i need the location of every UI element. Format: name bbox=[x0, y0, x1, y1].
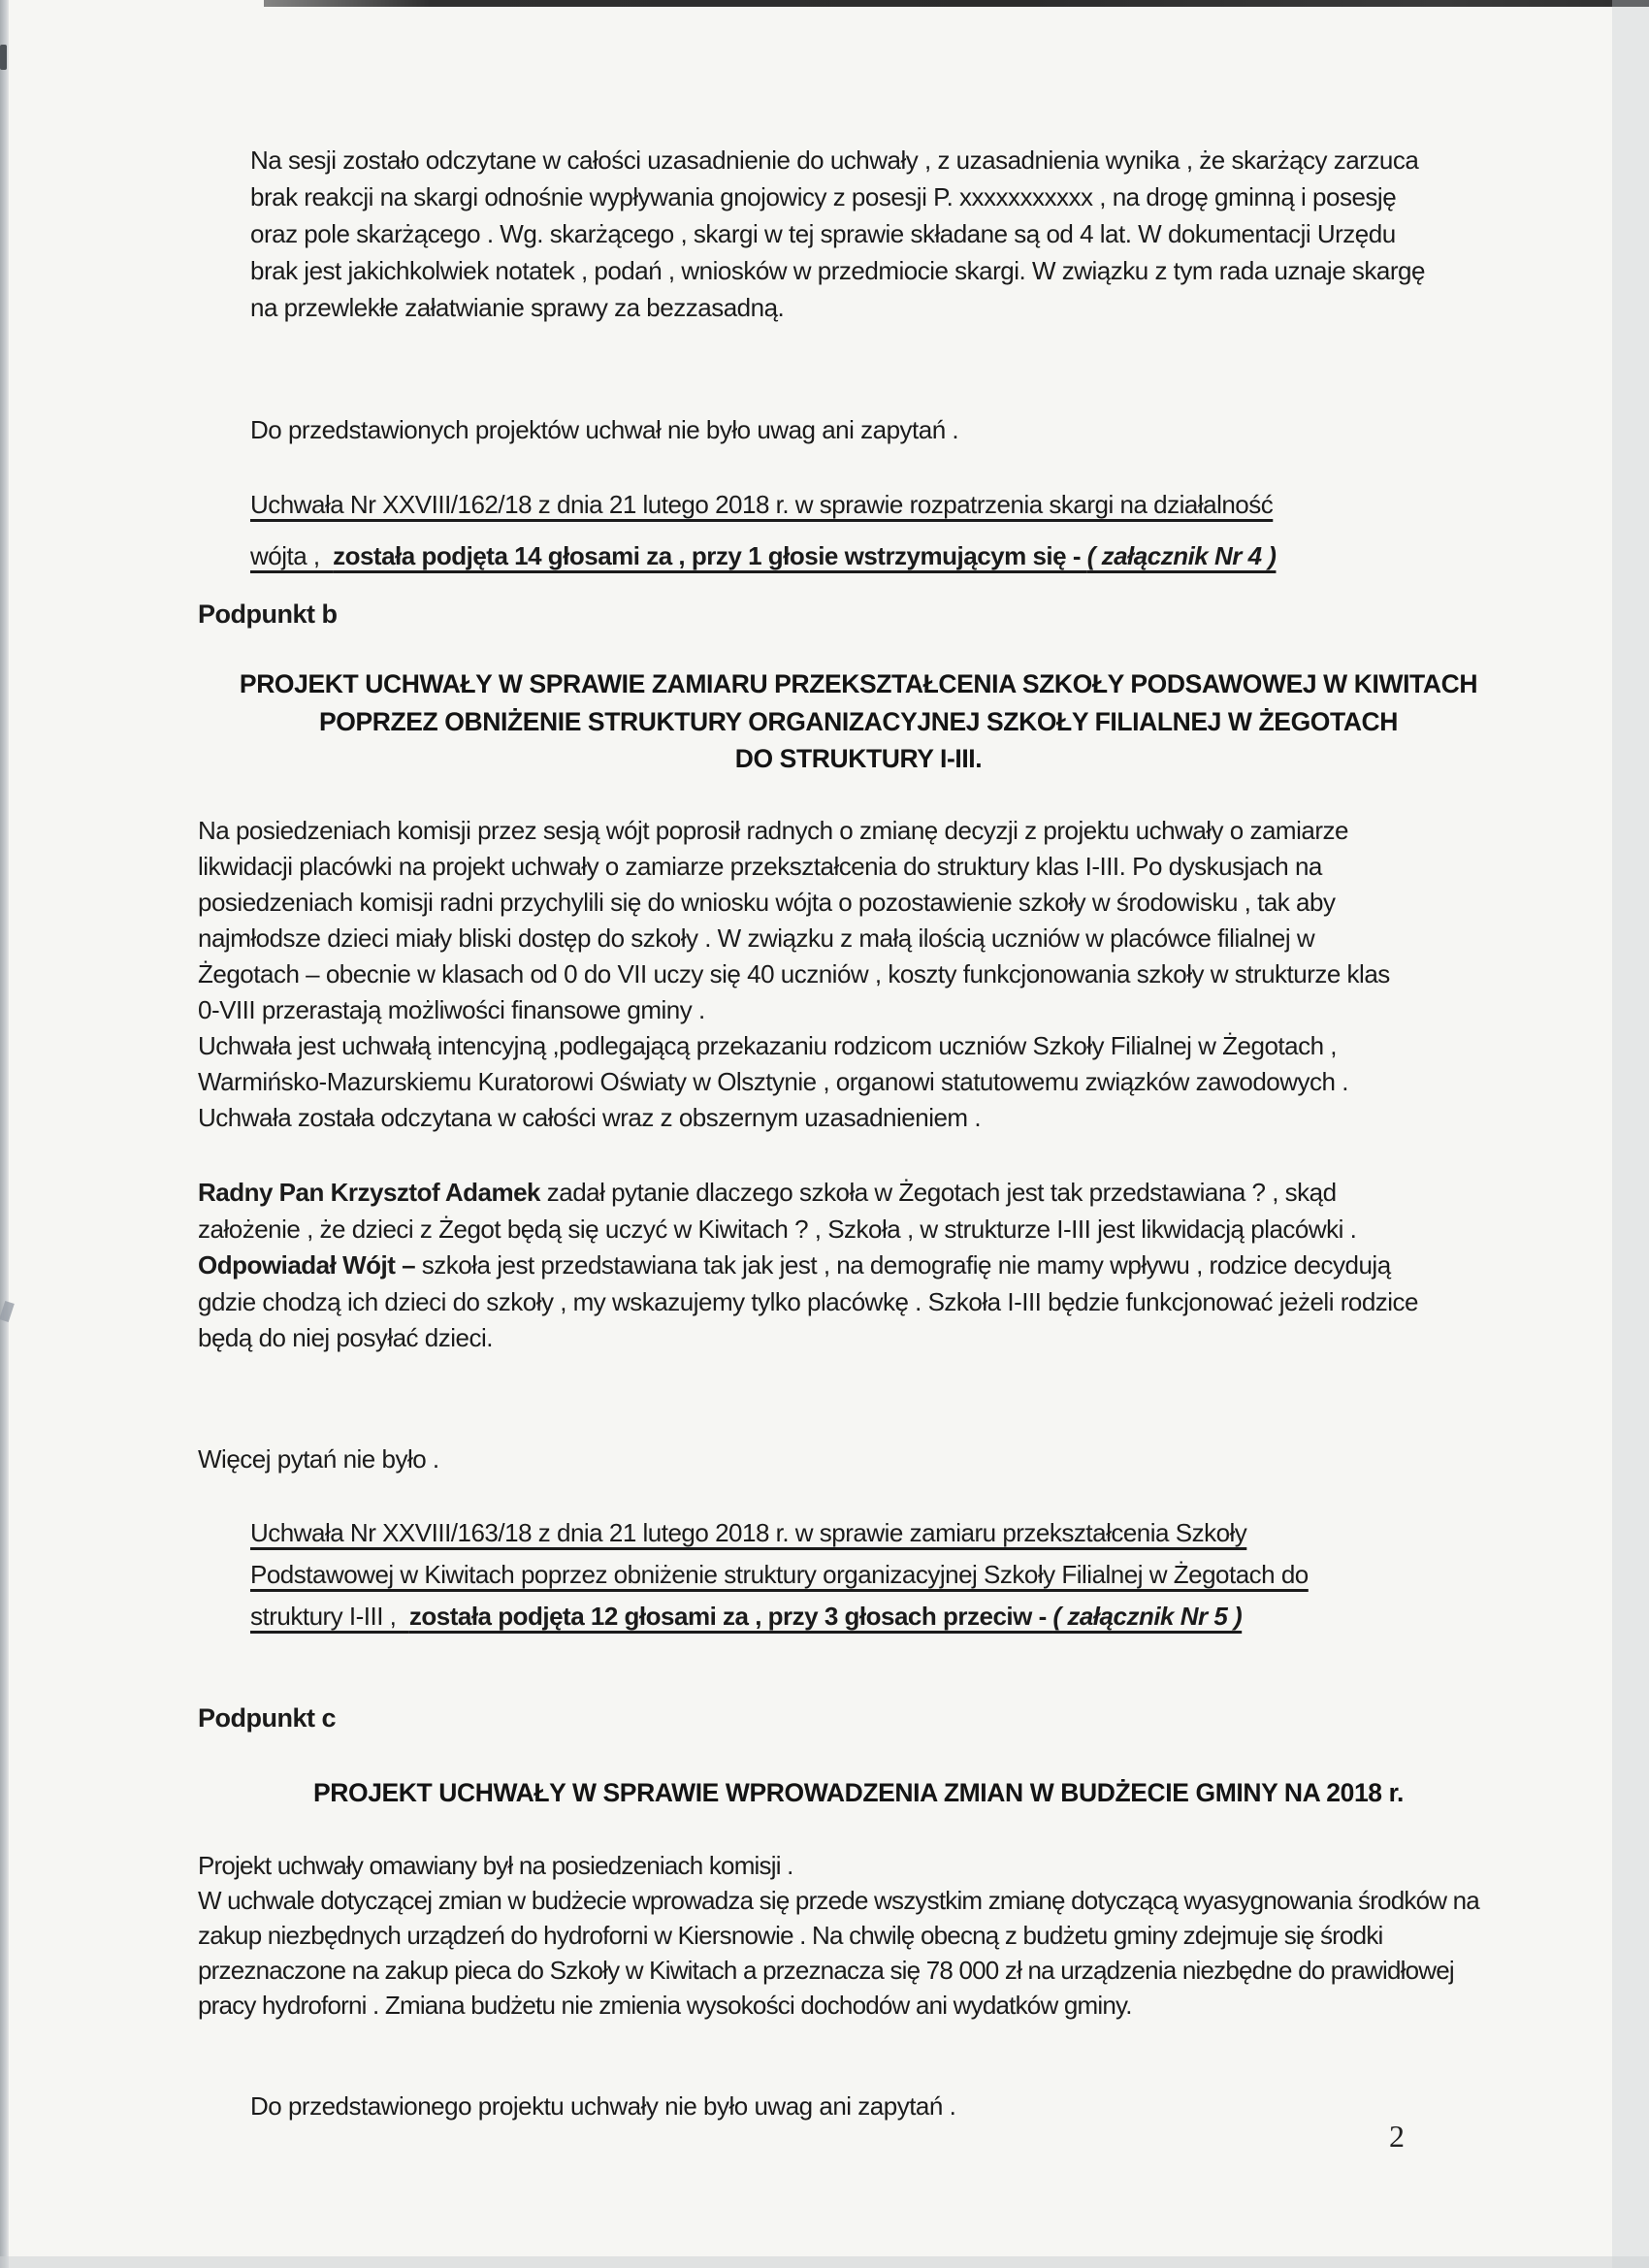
answer-wojt bbox=[198, 1247, 1428, 1357]
resolution-163-attachment: ( załącznik Nr 5 ) bbox=[1052, 1602, 1243, 1631]
paragraph-budget bbox=[198, 1848, 1490, 2023]
paragraph-no-remarks-1: Do przedstawionych projektów uchwał nie było uwag ani zapytań . bbox=[250, 415, 959, 444]
paragraph-komisje-text: Na posiedzeniach komisji przez sesją wójt poprosił radnych o zmianę decyzji z projektu uchwały o zamiarze likwidacji placówki na projekt uchwały o zamiarze przekształcenia do struktury klas I-III. Po dyskusjach na posiedzeniach komisji radni przychylili się do wniosku wójta o pozostawienie szkoły w środowisku , tak aby najmłodsze dzieci miały bliski dostęp do szkoły . W związku z małą ilością uczniów w placówce filialnej w Żegotach – obecnie w klasach od 0 do VII uczy się 40 uczniów , koszty funkcjonowania szkoły w strukturze klas 0-VIII przerastają możliwości finansowe gminy . bbox=[198, 816, 1390, 1024]
answer-speaker: Odpowiadał Wójt – bbox=[198, 1250, 422, 1280]
heading-projekt-uchwaly-c: PROJEKT UCHWAŁY W SPRAWIE WPROWADZENIA ZMIAN W BUDŻECIE GMINY NA 2018 r. bbox=[312, 1778, 1405, 1807]
question-text: zadał pytanie dlaczego szkoła w Żegotach jest tak przedstawiana ? , skąd założenie , że dzieci z Żegot będą się uczyć w Kiwitach ? , Szkoła , w strukturze I-III jest likwidacją placówki . bbox=[198, 1178, 1357, 1244]
paragraph-no-remarks-2: Do przedstawionego projektu uchwały nie było uwag ani zapytań . bbox=[250, 2091, 956, 2121]
answer-text: szkoła jest przedstawiana tak jak jest , na demografię nie mamy wpływu , rodzice decydują gdzie chodzą ich dzieci do szkoły , my wskazujemy tylko placówkę . Szkoła I-III będzie funkcjonować jeżeli rodzice będą do niej posyłać dzieci. bbox=[198, 1250, 1419, 1352]
question-answer-block bbox=[198, 1175, 1428, 1357]
paragraph-komisje bbox=[198, 813, 1412, 1136]
subpoint-b-label: Podpunkt b bbox=[198, 599, 338, 629]
question-speaker: Radny Pan Krzysztof Adamek bbox=[198, 1178, 547, 1207]
page-number: 2 bbox=[1389, 2119, 1405, 2154]
resolution-162-attachment: ( załącznik Nr 4 ) bbox=[1086, 541, 1277, 570]
resolution-163-title: Uchwała Nr XXVIII/163/18 z dnia 21 lutego 2018 r. w sprawie zamiaru przekształcenia Szkoły Podstawowej w Kiwitach poprzez obniżenie struktury organizacyjnej Szkoły Filialnej w Żegotach do struktury I-III , bbox=[250, 1518, 1309, 1631]
paragraph-no-more-questions: Więcej pytań nie było . bbox=[198, 1444, 439, 1474]
subpoint-c-label: Podpunkt c bbox=[198, 1703, 336, 1733]
resolution-162-title: Uchwała Nr XXVIII/162/18 z dnia 21 lutego 2018 r. w sprawie rozpatrzenia skargi na działalność wójta , bbox=[250, 490, 1274, 570]
scan-edge-left bbox=[0, 0, 9, 2268]
paragraph-budget-text: W uchwale dotyczącej zmian w budżecie wprowadza się przede wszystkim zmianę dotyczącą wyasygnowania środków na zakup niezbędnych urządzeń do hydroforni w Kiersnowie . Na chwilę obecną z budżetu gminy zdejmuje się środki przeznaczone na zakup pieca do Szkoły w Kiwitach a przeznacza się 78 000 zł na urządzenia niezbędne do prawidłowej pracy hydroforni . Zmiana budżetu nie zmienia wysokości dochodów ani wydatków gminy. bbox=[198, 1886, 1479, 2020]
heading-b-line-2: POPRZEZ OBNIŻENIE STRUKTURY ORGANIZACYJNEJ SZKOŁY FILIALNEJ W ŻEGOTACH bbox=[318, 706, 1399, 736]
scan-edge-top bbox=[264, 0, 1649, 7]
question-radny-adamek bbox=[198, 1175, 1428, 1247]
resolution-xxviii-162-18 bbox=[250, 479, 1317, 582]
heading-b-line-1: PROJEKT UCHWAŁY W SPRAWIE ZAMIARU PRZEKSZTAŁCENIA SZKOŁY PODSAWOWEJ W KIWITACH bbox=[239, 669, 1478, 698]
scan-mark bbox=[0, 45, 7, 70]
resolution-163-result: została podjęta 12 głosami za , przy 3 głosach przeciw - bbox=[408, 1602, 1053, 1631]
heading-b-line-3: DO STRUKTURY I-III. bbox=[734, 744, 983, 773]
paragraph-budget-intro: Projekt uchwały omawiany był na posiedzeniach komisji . bbox=[198, 1851, 793, 1880]
paragraph-uchwala-intencyjna: Uchwała jest uchwałą intencyjną ,podlegającą przekazaniu rodzicom uczniów Szkoły Filialnej w Żegotach , Warmińsko-Mazurskiemu Kuratorowi Oświaty w Olsztynie , organowi statutowemu związków zawodowych . Uchwała została odczytana w całości wraz z obszernym uzasadnieniem . bbox=[198, 1031, 1348, 1132]
scan-edge-bottom bbox=[0, 2256, 1649, 2268]
resolution-162-result: została podjęta 14 głosami za , przy 1 głosie wstrzymującym się - bbox=[333, 541, 1087, 570]
paragraph-skarga-uzasadnienie: Na sesji zostało odczytane w całości uzasadnienie do uchwały , z uzasadnienia wynika , że skarżący zarzuca brak reakcji na skargi odnośnie wypływania gnojowicy z posesji P. xxxxxxxxxxx , na drogę gminną i posesję oraz pole skarżącego . Wg. skarżącego , skargi w tej sprawie składane są od 4 lat. W dokumentacji Urzędu brak jest jakichkolwiek notatek , podań , wniosków w przedmiocie skargi. W związku z tym rada uznaje skargę na przewlekłe załatwianie sprawy za bezzasadną. bbox=[250, 146, 1425, 322]
heading-projekt-uchwaly-b bbox=[199, 665, 1518, 778]
resolution-xxviii-163-18 bbox=[250, 1512, 1322, 1637]
scan-edge-right bbox=[1612, 0, 1649, 2268]
